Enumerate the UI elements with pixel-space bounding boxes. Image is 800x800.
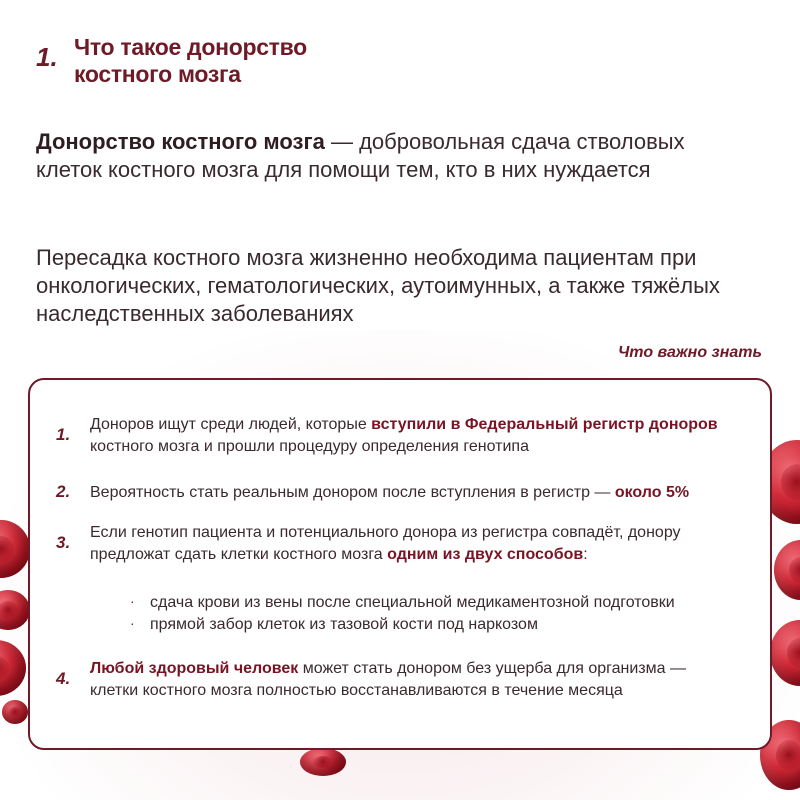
fact-highlight: около 5% bbox=[614, 484, 690, 501]
fact-number: 1. bbox=[56, 425, 71, 444]
blood-cell-image bbox=[2, 700, 28, 724]
what-to-know-title: Что важно знать bbox=[617, 344, 762, 361]
fact-text bbox=[90, 658, 730, 702]
fact-text-after: костного мозга и прошли процедуру определения генотипа bbox=[90, 438, 529, 455]
section-heading bbox=[36, 34, 394, 88]
fact-number: 4. bbox=[56, 669, 71, 688]
definition-text: — добровольная сдача стволовых клеток костного мозга для помощи тем, кто в них нуждается bbox=[36, 129, 685, 182]
heading-title: Что такое донорство костного мозга bbox=[74, 34, 307, 87]
fact-text-before: Доноров ищут среди людей, которые bbox=[90, 416, 372, 433]
method-text: прямой забор клеток из тазовой кости под наркозом bbox=[150, 616, 538, 633]
fact-item-3 bbox=[56, 522, 746, 566]
fact-item-4 bbox=[56, 658, 746, 702]
bullet-icon: · bbox=[130, 615, 135, 631]
methods-list bbox=[130, 592, 750, 636]
fact-text-after: : bbox=[583, 546, 588, 563]
fact-text bbox=[90, 522, 730, 566]
fact-item-2 bbox=[56, 482, 746, 504]
definition-paragraph bbox=[36, 128, 756, 184]
method-item bbox=[130, 614, 750, 636]
fact-highlight: вступили в Федеральный регистр доноров bbox=[371, 416, 718, 433]
method-text: сдача крови из вены после специальной медикаментозной подготовки bbox=[150, 594, 675, 611]
fact-highlight: Любой здоровый человек bbox=[90, 660, 299, 677]
blood-cell-image bbox=[300, 748, 346, 776]
fact-highlight: одним из двух способов bbox=[387, 546, 584, 563]
fact-text bbox=[90, 482, 730, 504]
method-item bbox=[130, 592, 750, 614]
transplant-paragraph: Пересадка костного мозга жизненно необходима пациентам при онкологических, гематологических, аутоимунных, а также тяжёлых наследственных заболеваниях bbox=[36, 245, 720, 326]
fact-number: 3. bbox=[56, 533, 71, 552]
facts-card bbox=[28, 378, 772, 750]
fact-text-before: Вероятность стать реальным донором после вступления в регистр — bbox=[90, 484, 615, 501]
fact-text-before: Если генотип пациента и потенциального донора из регистра совпадёт, донору предложат сдать клетки костного мозга bbox=[90, 524, 681, 563]
fact-text-after: может стать донором без ущерба для организма — клетки костного мозга полностью восстанавливаются в течение месяца bbox=[90, 660, 686, 699]
fact-number: 2. bbox=[56, 482, 71, 501]
bullet-icon: · bbox=[130, 593, 135, 609]
fact-text bbox=[90, 414, 730, 458]
definition-term: Донорство костного мозга bbox=[36, 129, 325, 154]
heading-number: 1. bbox=[36, 42, 58, 72]
fact-item-1 bbox=[56, 414, 746, 458]
